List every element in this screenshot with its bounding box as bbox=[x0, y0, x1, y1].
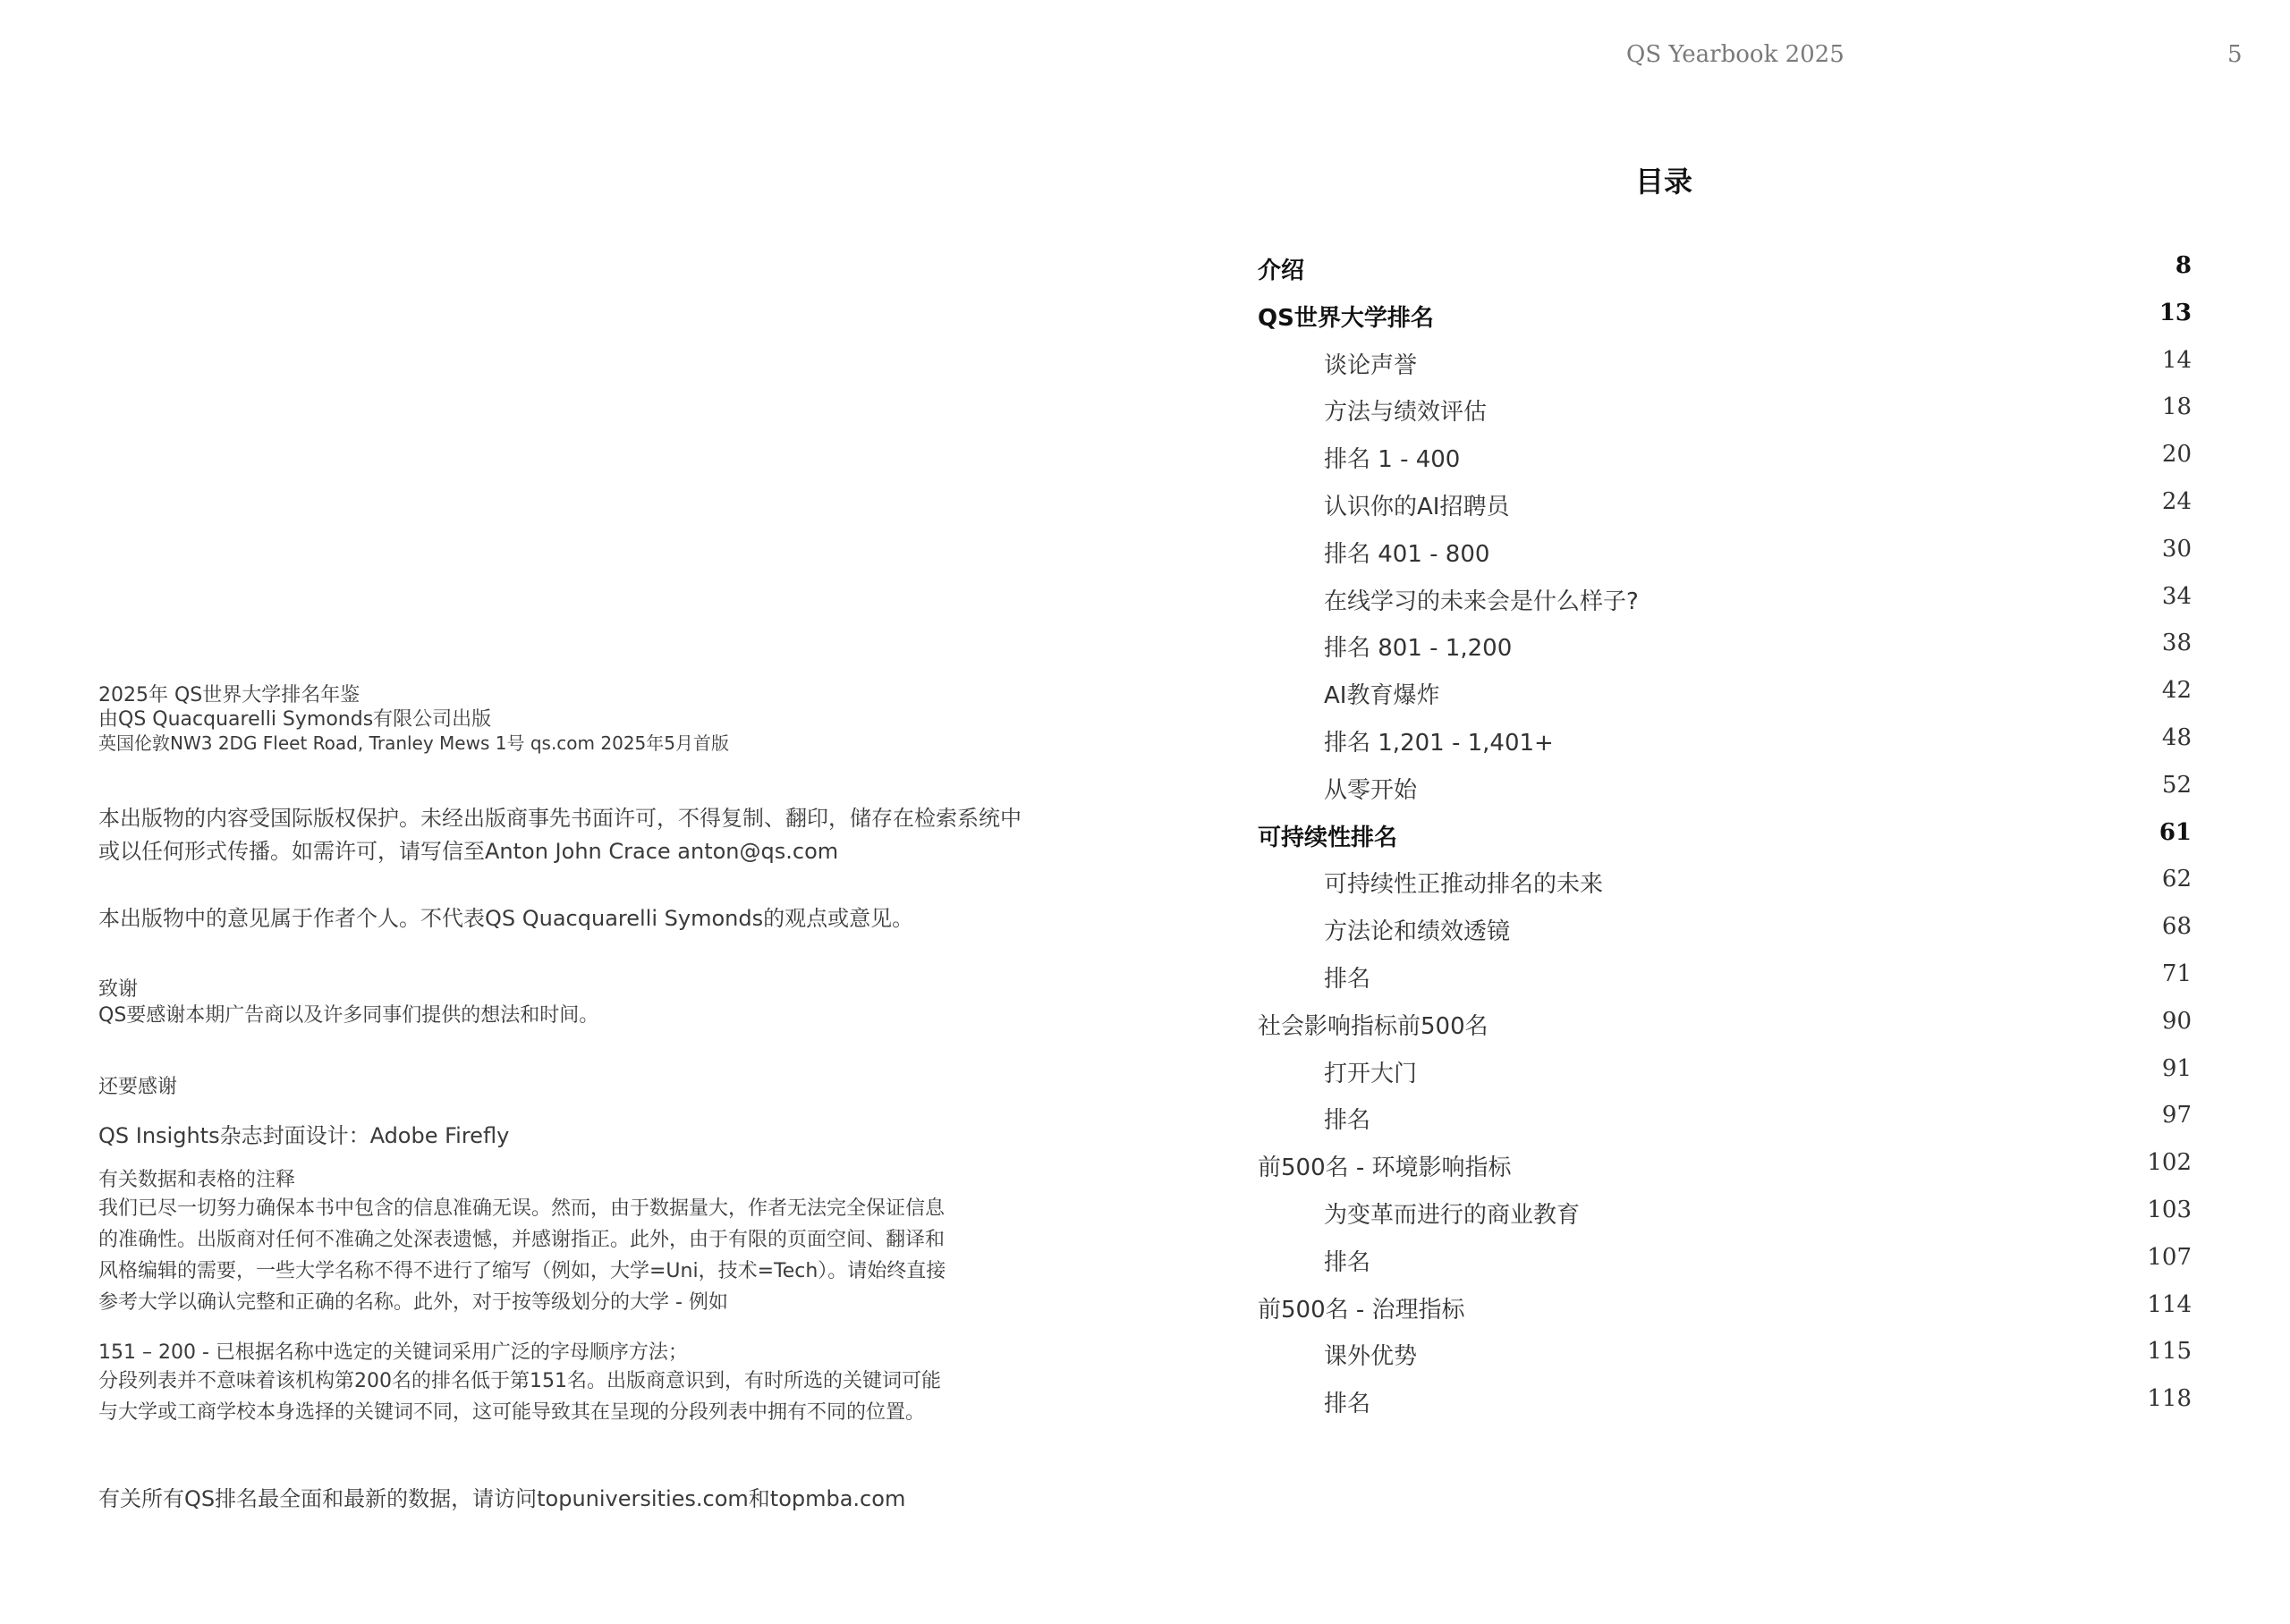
acknowledgements-text: QS要感谢本期广告商以及许多同事们提供的想法和时间。 bbox=[98, 1004, 599, 1027]
toc-entry-page: 114 bbox=[2147, 1290, 2192, 1318]
band-notes-heading: 151 – 200 - 已根据名称中选定的关键词采用广泛的字母顺序方法； bbox=[98, 1341, 688, 1364]
toc-entry-label: 前500名 - 治理指标 bbox=[1258, 1296, 1465, 1324]
copyright-line: 本出版物的内容受国际版权保护。未经出版商事先书面许可，不得复制、翻印，储存在检索系统中 bbox=[98, 806, 1022, 831]
toc-entry[interactable] bbox=[1258, 1378, 2192, 1425]
toc-entry-page: 30 bbox=[2161, 535, 2192, 562]
toc-entry[interactable] bbox=[1258, 1048, 2192, 1095]
toc-entry[interactable] bbox=[1258, 670, 2192, 717]
toc-entry-label: AI教育爆炸 bbox=[1324, 682, 1440, 710]
toc-entry-page: 71 bbox=[2161, 960, 2192, 987]
band-notes bbox=[98, 1341, 941, 1428]
toc-entry-page: 42 bbox=[2161, 677, 2192, 705]
toc-entry[interactable] bbox=[1258, 953, 2192, 1001]
toc-entry[interactable] bbox=[1258, 292, 2192, 340]
table-of-contents bbox=[1258, 245, 2192, 1425]
toc-entry-label: 认识你的AI招聘员 bbox=[1324, 493, 1510, 520]
toc-entry[interactable] bbox=[1258, 529, 2192, 576]
toc-entry[interactable] bbox=[1258, 1189, 2192, 1237]
acknowledgements-heading: 致谢 bbox=[98, 978, 139, 1001]
toc-entry-label: 排名 1 - 400 bbox=[1324, 446, 1461, 474]
data-notes-heading: 有关数据和表格的注释 bbox=[98, 1169, 296, 1191]
toc-entry[interactable] bbox=[1258, 906, 2192, 953]
toc-entry-page: 103 bbox=[2147, 1196, 2192, 1223]
toc-entry-label: 方法论和绩效透镜 bbox=[1324, 918, 1511, 946]
toc-entry-page: 13 bbox=[2159, 299, 2192, 326]
toc-entry-label: 社会影响指标前500名 bbox=[1258, 1012, 1488, 1040]
toc-entry-page: 107 bbox=[2147, 1243, 2192, 1271]
toc-entry[interactable] bbox=[1258, 1095, 2192, 1142]
toc-entry-label: 在线学习的未来会是什么样子? bbox=[1324, 588, 1639, 615]
toc-entry-page: 97 bbox=[2161, 1102, 2192, 1129]
toc-entry[interactable] bbox=[1258, 1142, 2192, 1189]
page-number: 5 bbox=[2227, 41, 2243, 68]
toc-entry-label: 介绍 bbox=[1258, 258, 1305, 284]
toc-entry-page: 52 bbox=[2161, 771, 2192, 799]
toc-entry-page: 20 bbox=[2161, 441, 2192, 469]
toc-entry-label: 排名 801 - 1,200 bbox=[1324, 635, 1513, 663]
publisher-line: 由QS Quacquarelli Symonds有限公司出版 bbox=[98, 708, 492, 731]
toc-entry-label: 排名 bbox=[1324, 1107, 1371, 1135]
toc-entry-label: 排名 1,201 - 1,401+ bbox=[1324, 729, 1554, 757]
toc-entry-page: 90 bbox=[2161, 1007, 2192, 1035]
toc-title: 目录 bbox=[1634, 165, 1692, 199]
toc-entry[interactable] bbox=[1258, 717, 2192, 765]
toc-entry-page: 18 bbox=[2161, 393, 2192, 421]
toc-entry-label: 前500名 - 环境影响指标 bbox=[1258, 1155, 1512, 1182]
running-header-title: QS Yearbook 2025 bbox=[1626, 41, 1845, 68]
toc-entry-label: 课外优势 bbox=[1324, 1343, 1418, 1371]
toc-entry[interactable] bbox=[1258, 576, 2192, 623]
toc-entry[interactable] bbox=[1258, 340, 2192, 387]
band-notes-line: 分段列表并不意味着该机构第200名的排名低于第151名。出版商意识到，有时所选的关键词可能 bbox=[98, 1370, 941, 1392]
toc-entry-label: 可持续性正推动排名的未来 bbox=[1324, 871, 1604, 899]
toc-entry-page: 118 bbox=[2147, 1385, 2192, 1413]
toc-entry[interactable] bbox=[1258, 1284, 2192, 1332]
toc-entry-page: 14 bbox=[2161, 346, 2192, 374]
publication-title: 2025年 QS世界大学排名年鉴 bbox=[98, 684, 360, 706]
toc-entry[interactable] bbox=[1258, 1331, 2192, 1378]
toc-entry-label: 排名 bbox=[1324, 1248, 1371, 1276]
toc-entry[interactable] bbox=[1258, 434, 2192, 481]
toc-entry[interactable] bbox=[1258, 481, 2192, 529]
toc-entry[interactable] bbox=[1258, 622, 2192, 670]
toc-entry-page: 115 bbox=[2147, 1338, 2192, 1366]
toc-entry[interactable] bbox=[1258, 859, 2192, 906]
toc-entry[interactable] bbox=[1258, 812, 2192, 859]
also-thanks: 还要感谢 bbox=[98, 1076, 178, 1098]
cover-design-credit: QS Insights杂志封面设计：Adobe Firefly bbox=[98, 1123, 510, 1148]
toc-entry[interactable] bbox=[1258, 1237, 2192, 1284]
toc-entry-page: 62 bbox=[2161, 866, 2192, 893]
toc-entry-page: 48 bbox=[2161, 723, 2192, 751]
toc-entry-page: 102 bbox=[2147, 1149, 2192, 1177]
toc-entry-page: 91 bbox=[2161, 1054, 2192, 1082]
data-notes-line: 参考大学以确认完整和正确的名称。此外，对于按等级划分的大学 - 例如 bbox=[98, 1291, 728, 1314]
toc-entry-label: 排名 bbox=[1324, 1391, 1371, 1418]
toc-entry-label: 打开大门 bbox=[1324, 1060, 1418, 1087]
toc-entry[interactable] bbox=[1258, 765, 2192, 812]
toc-entry-label: 从零开始 bbox=[1324, 776, 1418, 804]
toc-entry-label: 方法与绩效评估 bbox=[1324, 399, 1488, 427]
toc-entry[interactable] bbox=[1258, 245, 2192, 292]
toc-entry-page: 68 bbox=[2161, 913, 2192, 941]
toc-entry-label: 排名 bbox=[1324, 965, 1371, 993]
publication-info bbox=[98, 683, 729, 756]
toc-entry[interactable] bbox=[1258, 386, 2192, 434]
toc-entry[interactable] bbox=[1258, 1001, 2192, 1048]
data-notes-line: 的准确性。出版商对任何不准确之处深表遗憾，并感谢指正。此外，由于有限的页面空间、翻译和 bbox=[98, 1229, 946, 1251]
toc-entry-label: 谈论声誉 bbox=[1324, 351, 1418, 379]
data-notes-line: 我们已尽一切努力确保本书中包含的信息准确无误。然而，由于数据量大，作者无法完全保证信息 bbox=[98, 1197, 946, 1220]
visit-websites-note: 有关所有QS排名最全面和最新的数据，请访问topuniversities.com和topmba.com bbox=[98, 1486, 906, 1511]
copyright-notice bbox=[98, 802, 1022, 868]
copyright-line: 或以任何形式传播。如需许可，请写信至Anton John Crace anton@qs.com bbox=[98, 839, 839, 864]
toc-entry-page: 34 bbox=[2161, 582, 2192, 610]
toc-entry-label: 可持续性排名 bbox=[1258, 824, 1398, 851]
toc-entry-label: QS世界大学排名 bbox=[1258, 304, 1434, 332]
toc-entry-page: 61 bbox=[2159, 818, 2192, 846]
acknowledgements bbox=[98, 977, 598, 1028]
toc-entry-label: 为变革而进行的商业教育 bbox=[1324, 1201, 1581, 1229]
toc-entry-label: 排名 401 - 800 bbox=[1324, 540, 1490, 568]
data-notes bbox=[98, 1168, 946, 1318]
toc-entry-page: 8 bbox=[2175, 252, 2192, 279]
opinion-disclaimer: 本出版物中的意见属于作者个人。不代表QS Quacquarelli Symonds的观点或意见。 bbox=[98, 906, 914, 931]
toc-entry-page: 24 bbox=[2161, 487, 2192, 515]
data-notes-line: 风格编辑的需要，一些大学名称不得不进行了缩写（例如，大学=Uni，技术=Tech）。请始终直接 bbox=[98, 1260, 946, 1282]
publisher-address: 英国伦敦NW3 2DG Fleet Road, Tranley Mews 1号 qs.com 2025年5月首版 bbox=[98, 732, 729, 754]
toc-entry-page: 38 bbox=[2161, 630, 2192, 657]
band-notes-line: 与大学或工商学校本身选择的关键词不同，这可能导致其在呈现的分段列表中拥有不同的位置。 bbox=[98, 1401, 926, 1424]
